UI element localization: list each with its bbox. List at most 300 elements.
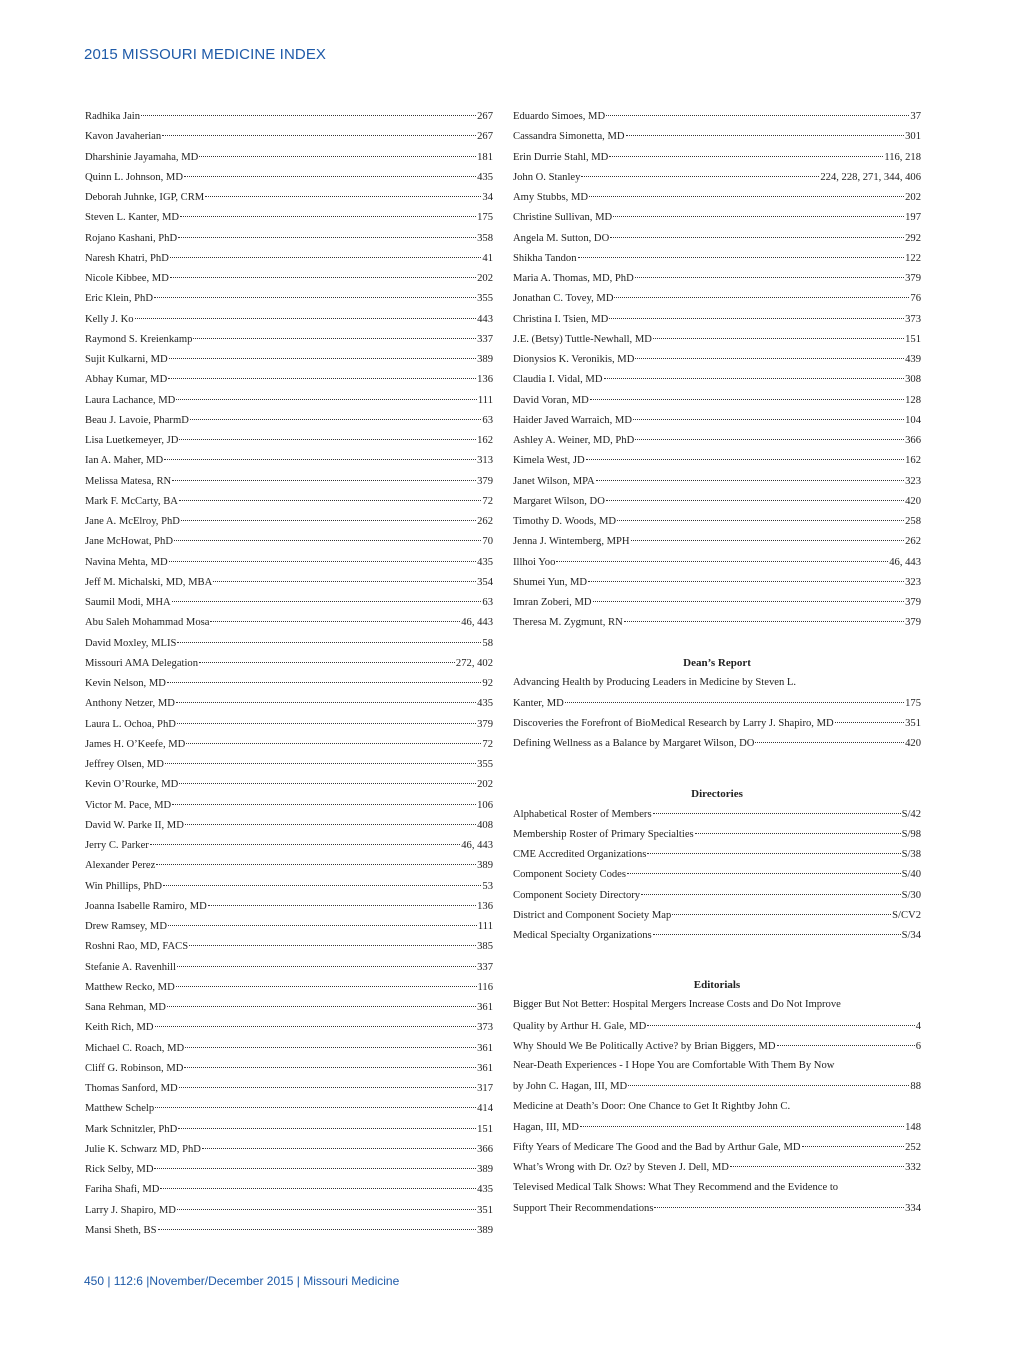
author-index-entry [85, 309, 493, 329]
dot-leader [160, 1179, 476, 1189]
entry-name: Anthony Netzer, MD [85, 698, 175, 710]
author-index-entry [513, 511, 921, 531]
entry-name: John O. Stanley [513, 171, 581, 183]
entry-name: Shumei Yun, MD [513, 576, 588, 588]
author-index-entry [85, 390, 493, 410]
entry-name: Kelly J. Ko [85, 313, 134, 325]
dot-leader [631, 531, 905, 541]
dot-leader [213, 572, 476, 582]
entry-page: 373 [477, 1022, 493, 1034]
entry-name: Melissa Matesa, RN [85, 475, 172, 487]
entry-page: 379 [477, 718, 493, 730]
author-index-entry [513, 531, 921, 551]
entry-page: 88 [910, 1081, 921, 1093]
entry-page: 202 [905, 192, 921, 203]
author-index-entry [85, 531, 493, 551]
entry-name: Abu Saleh Mohammad Mosa [85, 617, 210, 629]
dot-leader [588, 572, 904, 582]
dot-leader [580, 1117, 904, 1127]
author-index-entry [85, 147, 493, 167]
entry-page: 408 [477, 819, 493, 831]
editorial-item [513, 1198, 921, 1218]
entry-name: Shikha Tandon [513, 252, 577, 264]
dot-leader [596, 471, 904, 481]
entry-name: Michael C. Roach, MD [85, 1042, 185, 1054]
editorial-item [513, 1036, 921, 1056]
dot-leader [730, 1157, 904, 1167]
entry-name: J.E. (Betsy) Tuttle-Newhall, MD [513, 333, 652, 345]
entry-page: 435 [477, 698, 493, 710]
entry-name: Deborah Juhnke, IGP, CRM [85, 192, 205, 203]
dot-leader [158, 1220, 477, 1230]
entry-name: Maria A. Thomas, MD, PhD [513, 273, 634, 284]
dot-leader [653, 925, 901, 935]
dot-leader [802, 1137, 905, 1147]
dot-leader [556, 552, 888, 562]
entry-page: 111 [477, 394, 493, 406]
dot-leader [177, 633, 481, 643]
entry-name: Steven L. Kanter, MD [85, 212, 180, 224]
directory-entry [513, 925, 921, 945]
directory-entry [513, 885, 921, 905]
entry-name: Jenna J. Wintemberg, MPH [513, 536, 630, 548]
entry-name: Jeff M. Michalski, MD, MBA [85, 576, 213, 588]
editorial-item [513, 1157, 921, 1177]
author-index-entry [85, 936, 493, 956]
dot-leader [647, 1016, 914, 1026]
entry-page: 420 [905, 495, 921, 507]
entry-name: James H. O’Keefe, MD [85, 738, 186, 750]
entry-name: Rojano Kashani, PhD [85, 232, 178, 244]
author-index-entry [85, 997, 493, 1017]
entry-name: Naresh Khatri, PhD [85, 252, 169, 264]
page-header-title: 2015 MISSOURI MEDICINE INDEX [84, 46, 327, 63]
entry-name: Fariha Shafi, MD [85, 1184, 160, 1196]
entry-page: 106 [477, 799, 493, 811]
dot-leader [633, 410, 904, 420]
author-index-entry [85, 714, 493, 734]
entry-page: 63 [482, 597, 493, 608]
entry-page: 6 [915, 1040, 921, 1052]
entry-name: Rick Selby, MD [85, 1164, 154, 1175]
directories-heading: Directories [691, 787, 743, 800]
dot-leader [590, 390, 904, 400]
entry-page: 332 [905, 1162, 921, 1174]
entry-page: 379 [905, 617, 921, 629]
entry-page: S/30 [901, 889, 921, 901]
entry-name: by John C. Hagan, III, MD [513, 1081, 628, 1093]
author-index-entry [85, 450, 493, 470]
deans-report-item [513, 693, 921, 713]
dot-leader [135, 309, 477, 319]
entry-name: Imran Zoberi, MD [513, 597, 592, 608]
entry-page: 439 [905, 354, 921, 365]
dot-leader [654, 1198, 904, 1208]
entry-page: 267 [477, 131, 493, 143]
entry-name: CME Accredited Organizations [513, 849, 647, 860]
dot-leader [210, 612, 460, 622]
deans-report-heading: Dean’s Report [683, 656, 751, 669]
entry-name: Jane A. McElroy, PhD [85, 516, 180, 527]
dot-leader [635, 268, 904, 278]
author-index-entry [85, 248, 493, 268]
dot-leader [176, 693, 476, 703]
author-index-entry [85, 1119, 493, 1139]
author-index-entry [513, 268, 921, 288]
dot-leader [165, 754, 476, 764]
dot-leader [606, 491, 904, 501]
dot-leader [162, 126, 476, 136]
dot-leader [199, 147, 476, 157]
dot-leader [185, 1038, 476, 1048]
editorial-item-text: Bigger But Not Better: Hospital Mergers Increase Costs and Do Not Improve [513, 999, 841, 1011]
entry-name: Roshni Rao, MD, FACS [85, 941, 189, 953]
directory-entry [513, 804, 921, 824]
dot-leader [179, 491, 481, 501]
entry-page: 34 [482, 192, 493, 203]
entry-name: Mark F. McCarty, BA [85, 495, 178, 507]
entry-page: 136 [477, 374, 493, 386]
entry-name: Membership Roster of Primary Specialties [513, 828, 694, 840]
dot-leader [614, 288, 909, 298]
dot-leader [641, 885, 900, 895]
author-index-entry [85, 855, 493, 875]
entry-name: What’s Wrong with Dr. Oz? by Steven J. Dell, MD [513, 1162, 729, 1174]
entry-name: Radhika Jain [85, 111, 141, 122]
entry-name: Larry J. Shapiro, MD [85, 1204, 176, 1216]
entry-name: Missouri AMA Delegation [85, 657, 198, 669]
entry-page: 301 [905, 131, 921, 143]
author-index-entry [85, 734, 493, 754]
entry-page: 116 [477, 981, 493, 993]
entry-name: Quinn L. Johnson, MD [85, 171, 183, 183]
author-index-entry [85, 835, 493, 855]
dot-leader [609, 147, 883, 157]
entry-name: District and Component Society Map [513, 909, 672, 921]
author-index-entry [85, 693, 493, 713]
entry-name: Jerry C. Parker [85, 840, 149, 851]
deans-report-item [513, 733, 921, 753]
dot-leader [189, 936, 476, 946]
dot-leader [647, 844, 900, 854]
author-index-entry [85, 329, 493, 349]
dot-leader [185, 815, 476, 825]
dot-leader [610, 228, 904, 238]
entry-name: Jane McHowat, PhD [85, 536, 173, 548]
entry-page: 258 [905, 516, 921, 527]
dot-leader [617, 511, 904, 521]
author-index-entry [513, 248, 921, 268]
dot-leader [168, 369, 476, 379]
entry-name: Matthew Recko, MD [85, 981, 175, 993]
author-index-entry [513, 207, 921, 227]
entry-page: 267 [477, 111, 493, 122]
author-index-entry [513, 106, 921, 126]
author-index-entry [85, 552, 493, 572]
author-index-entry [85, 410, 493, 430]
entry-name: Discoveries the Forefront of BioMedical Research by Larry J. Shapiro, MD [513, 718, 834, 729]
entry-name: Mansi Sheth, BS [85, 1224, 157, 1236]
dot-leader [164, 450, 476, 460]
entry-page: 148 [905, 1121, 921, 1133]
entry-page: 63 [482, 414, 493, 426]
dot-leader [628, 1076, 909, 1086]
dot-leader [172, 795, 476, 805]
editorial-item-text: Televised Medical Talk Shows: What They Recommend and the Evidence to [513, 1181, 839, 1193]
author-index-entry [85, 228, 493, 248]
dot-leader [141, 106, 476, 116]
entry-page: 272, 402 [455, 657, 493, 669]
entry-page: 202 [477, 273, 493, 284]
entry-name: Hagan, III, MD [513, 1121, 579, 1133]
entry-page: 37 [910, 111, 921, 122]
dot-leader [177, 957, 476, 967]
author-index-entry [513, 450, 921, 470]
right-index-column [513, 106, 921, 1218]
entry-name: Drew Ramsey, MD [85, 921, 167, 932]
entry-page: 151 [905, 333, 921, 345]
entry-page: 361 [477, 1002, 493, 1013]
entry-page: 389 [477, 354, 493, 365]
entry-name: Dionysios K. Veronikis, MD [513, 354, 635, 365]
entry-page: 76 [910, 293, 921, 305]
dot-leader [154, 288, 476, 298]
editorial-item [513, 1137, 921, 1157]
author-index-entry [85, 430, 493, 450]
entry-page: 197 [905, 212, 921, 224]
dot-leader [177, 1200, 476, 1210]
entry-name: Victor M. Pace, MD [85, 799, 172, 811]
dot-leader [589, 187, 904, 197]
dot-leader [184, 1058, 476, 1068]
entry-page: 41 [482, 252, 493, 264]
entry-page: 385 [477, 941, 493, 953]
dot-leader [180, 207, 476, 217]
dot-leader [586, 450, 904, 460]
dot-leader [170, 268, 476, 278]
dot-leader [672, 905, 891, 915]
entry-name: Theresa M. Zygmunt, RN [513, 617, 623, 629]
entry-page: 355 [477, 293, 493, 305]
entry-name: Timothy D. Woods, MD [513, 516, 617, 527]
dot-leader [190, 410, 482, 420]
editorial-item [513, 1076, 921, 1096]
entry-page: 292 [905, 232, 921, 244]
entry-name: Support Their Recommendations [513, 1202, 654, 1214]
author-index-entry [85, 795, 493, 815]
entry-name: Abhay Kumar, MD [85, 374, 168, 386]
dot-leader [609, 309, 904, 319]
entry-page: 366 [905, 435, 921, 446]
entry-page: S/38 [901, 849, 921, 860]
entry-page: 334 [905, 1202, 921, 1214]
entry-name: Kevin O’Rourke, MD [85, 779, 179, 791]
author-index-entry [85, 1058, 493, 1078]
author-index-entry [85, 612, 493, 632]
dot-leader [168, 916, 477, 926]
entry-page: 361 [477, 1042, 493, 1054]
author-index-entry [85, 633, 493, 653]
entry-page: 435 [477, 556, 493, 568]
directory-entry [513, 864, 921, 884]
entry-name: Cassandra Simonetta, MD [513, 131, 625, 143]
editorial-item-text: Near-Death Experiences - I Hope You are Comfortable With Them By Now [513, 1060, 835, 1071]
author-index-entry [85, 815, 493, 835]
entry-name: Laura Lachance, MD [85, 394, 176, 406]
entry-name: Ashley A. Weiner, MD, PhD [513, 435, 635, 446]
entry-name: Quality by Arthur H. Gale, MD [513, 1020, 647, 1032]
dot-leader [176, 977, 477, 987]
author-index-entry [513, 126, 921, 146]
directory-entry [513, 824, 921, 844]
dot-leader [169, 552, 476, 562]
author-index-entry [85, 896, 493, 916]
entry-page: 389 [477, 1164, 493, 1175]
entry-name: Kevin Nelson, MD [85, 678, 166, 689]
entry-name: Margaret Wilson, DO [513, 495, 605, 507]
entry-page: 4 [915, 1020, 921, 1032]
author-index-entry [85, 349, 493, 369]
editorials-heading: Editorials [693, 979, 741, 992]
entry-page: 46, 443 [461, 617, 493, 629]
entry-page: 202 [477, 779, 493, 791]
author-index-entry [513, 410, 921, 430]
entry-page: 317 [477, 1083, 493, 1094]
entry-page: 355 [477, 759, 493, 770]
entry-page: 354 [477, 576, 493, 588]
entry-name: Lisa Luetkemeyer, JD [85, 435, 179, 446]
entry-page: 224, 228, 271, 344, 406 [820, 171, 921, 183]
entry-page: 46, 443 [461, 840, 493, 851]
dot-leader [653, 804, 901, 814]
author-index-entry [513, 369, 921, 389]
dot-leader [156, 855, 476, 865]
entry-name: Defining Wellness as a Balance by Margaret Wilson, DO [513, 738, 755, 750]
dot-leader [653, 329, 904, 339]
directory-entry [513, 844, 921, 864]
author-index-entry [513, 592, 921, 612]
dot-leader [777, 1036, 915, 1046]
author-index-entry [85, 774, 493, 794]
author-index-entry [85, 876, 493, 896]
entry-page: 351 [477, 1204, 493, 1216]
dot-leader [179, 430, 476, 440]
entry-page: 361 [477, 1062, 493, 1074]
dot-leader [193, 329, 476, 339]
entry-page: 151 [477, 1123, 493, 1135]
dot-leader [179, 774, 476, 784]
author-index-entry [85, 977, 493, 997]
entry-page: 252 [905, 1142, 921, 1153]
entry-name: David Voran, MD [513, 394, 589, 406]
entry-page: 46, 443 [889, 556, 921, 568]
entry-name: Laura L. Ochoa, PhD [85, 718, 176, 730]
entry-page: 366 [477, 1143, 493, 1155]
entry-name: Keith Rich, MD [85, 1022, 154, 1034]
entry-page: 443 [477, 313, 493, 325]
directory-entry [513, 905, 921, 925]
entry-page: 162 [477, 435, 493, 446]
entry-name: Mark Schnitzler, PhD [85, 1123, 178, 1135]
dot-leader [167, 997, 476, 1007]
entry-page: 420 [905, 738, 921, 750]
entry-name: Cliff G. Robinson, MD [85, 1062, 184, 1074]
entry-name: Kimela West, JD [513, 455, 585, 467]
entry-name: Christine Sullivan, MD [513, 212, 613, 224]
author-index-entry [85, 673, 493, 693]
entry-page: 53 [482, 880, 493, 892]
entry-page: 58 [482, 637, 493, 649]
dot-leader [581, 167, 819, 177]
entry-name: Joanna Isabelle Ramiro, MD [85, 900, 207, 912]
dot-leader [613, 207, 904, 217]
author-index-entry [513, 228, 921, 248]
entry-name: Ian A. Maher, MD [85, 455, 164, 467]
dot-leader [179, 1078, 476, 1088]
author-index-entry [85, 1078, 493, 1098]
author-index-entry [513, 167, 921, 187]
editorial-item [513, 1117, 921, 1137]
dot-leader [205, 187, 481, 197]
entry-name: Amy Stubbs, MD [513, 192, 589, 203]
editorial-item [513, 1016, 921, 1036]
entry-page: 122 [905, 252, 921, 264]
dot-leader [565, 693, 904, 703]
dot-leader [154, 1159, 476, 1169]
dot-leader [150, 835, 460, 845]
dot-leader [202, 1139, 476, 1149]
entry-page: 435 [477, 1184, 493, 1196]
entry-name: Saumil Modi, MHA [85, 597, 171, 608]
author-index-entry [513, 471, 921, 491]
entry-page: 351 [905, 718, 921, 729]
dot-leader [635, 349, 904, 359]
author-index-entry [513, 572, 921, 592]
left-index-column [85, 106, 493, 1240]
author-index-entry [85, 207, 493, 227]
dot-leader [178, 228, 476, 238]
editorial-item-text: Medicine at Death’s Door: One Chance to Get It Rightby John C. [513, 1100, 791, 1112]
entry-name: Sana Rehman, MD [85, 1002, 166, 1013]
author-index-entry [85, 167, 493, 187]
entry-page: S/34 [901, 930, 921, 941]
author-index-entry [513, 491, 921, 511]
dot-leader [170, 248, 482, 258]
entry-name: Alphabetical Roster of Members [513, 808, 652, 820]
author-index-entry [513, 390, 921, 410]
author-index-entry [513, 430, 921, 450]
author-index-entry [513, 552, 921, 572]
dot-leader [604, 369, 905, 379]
entry-name: Nicole Kibbee, MD [85, 273, 169, 284]
entry-page: 72 [482, 495, 493, 507]
entry-name: Medical Specialty Organizations [513, 930, 652, 941]
entry-page: 104 [905, 414, 921, 426]
entry-name: Beau J. Lavoie, PharmD [85, 414, 189, 426]
author-index-entry [85, 1098, 493, 1118]
entry-name: Navina Mehta, MD [85, 556, 168, 568]
entry-page: 313 [477, 455, 493, 467]
entry-name: David Moxley, MLIS [85, 637, 177, 649]
entry-page: 262 [477, 516, 493, 527]
entry-name: Component Society Codes [513, 869, 626, 881]
entry-page: 389 [477, 860, 493, 872]
entry-page: 379 [905, 597, 921, 608]
dot-leader [199, 653, 455, 663]
author-index-entry [513, 329, 921, 349]
entry-page: S/42 [901, 808, 921, 820]
directories-list [513, 804, 921, 946]
